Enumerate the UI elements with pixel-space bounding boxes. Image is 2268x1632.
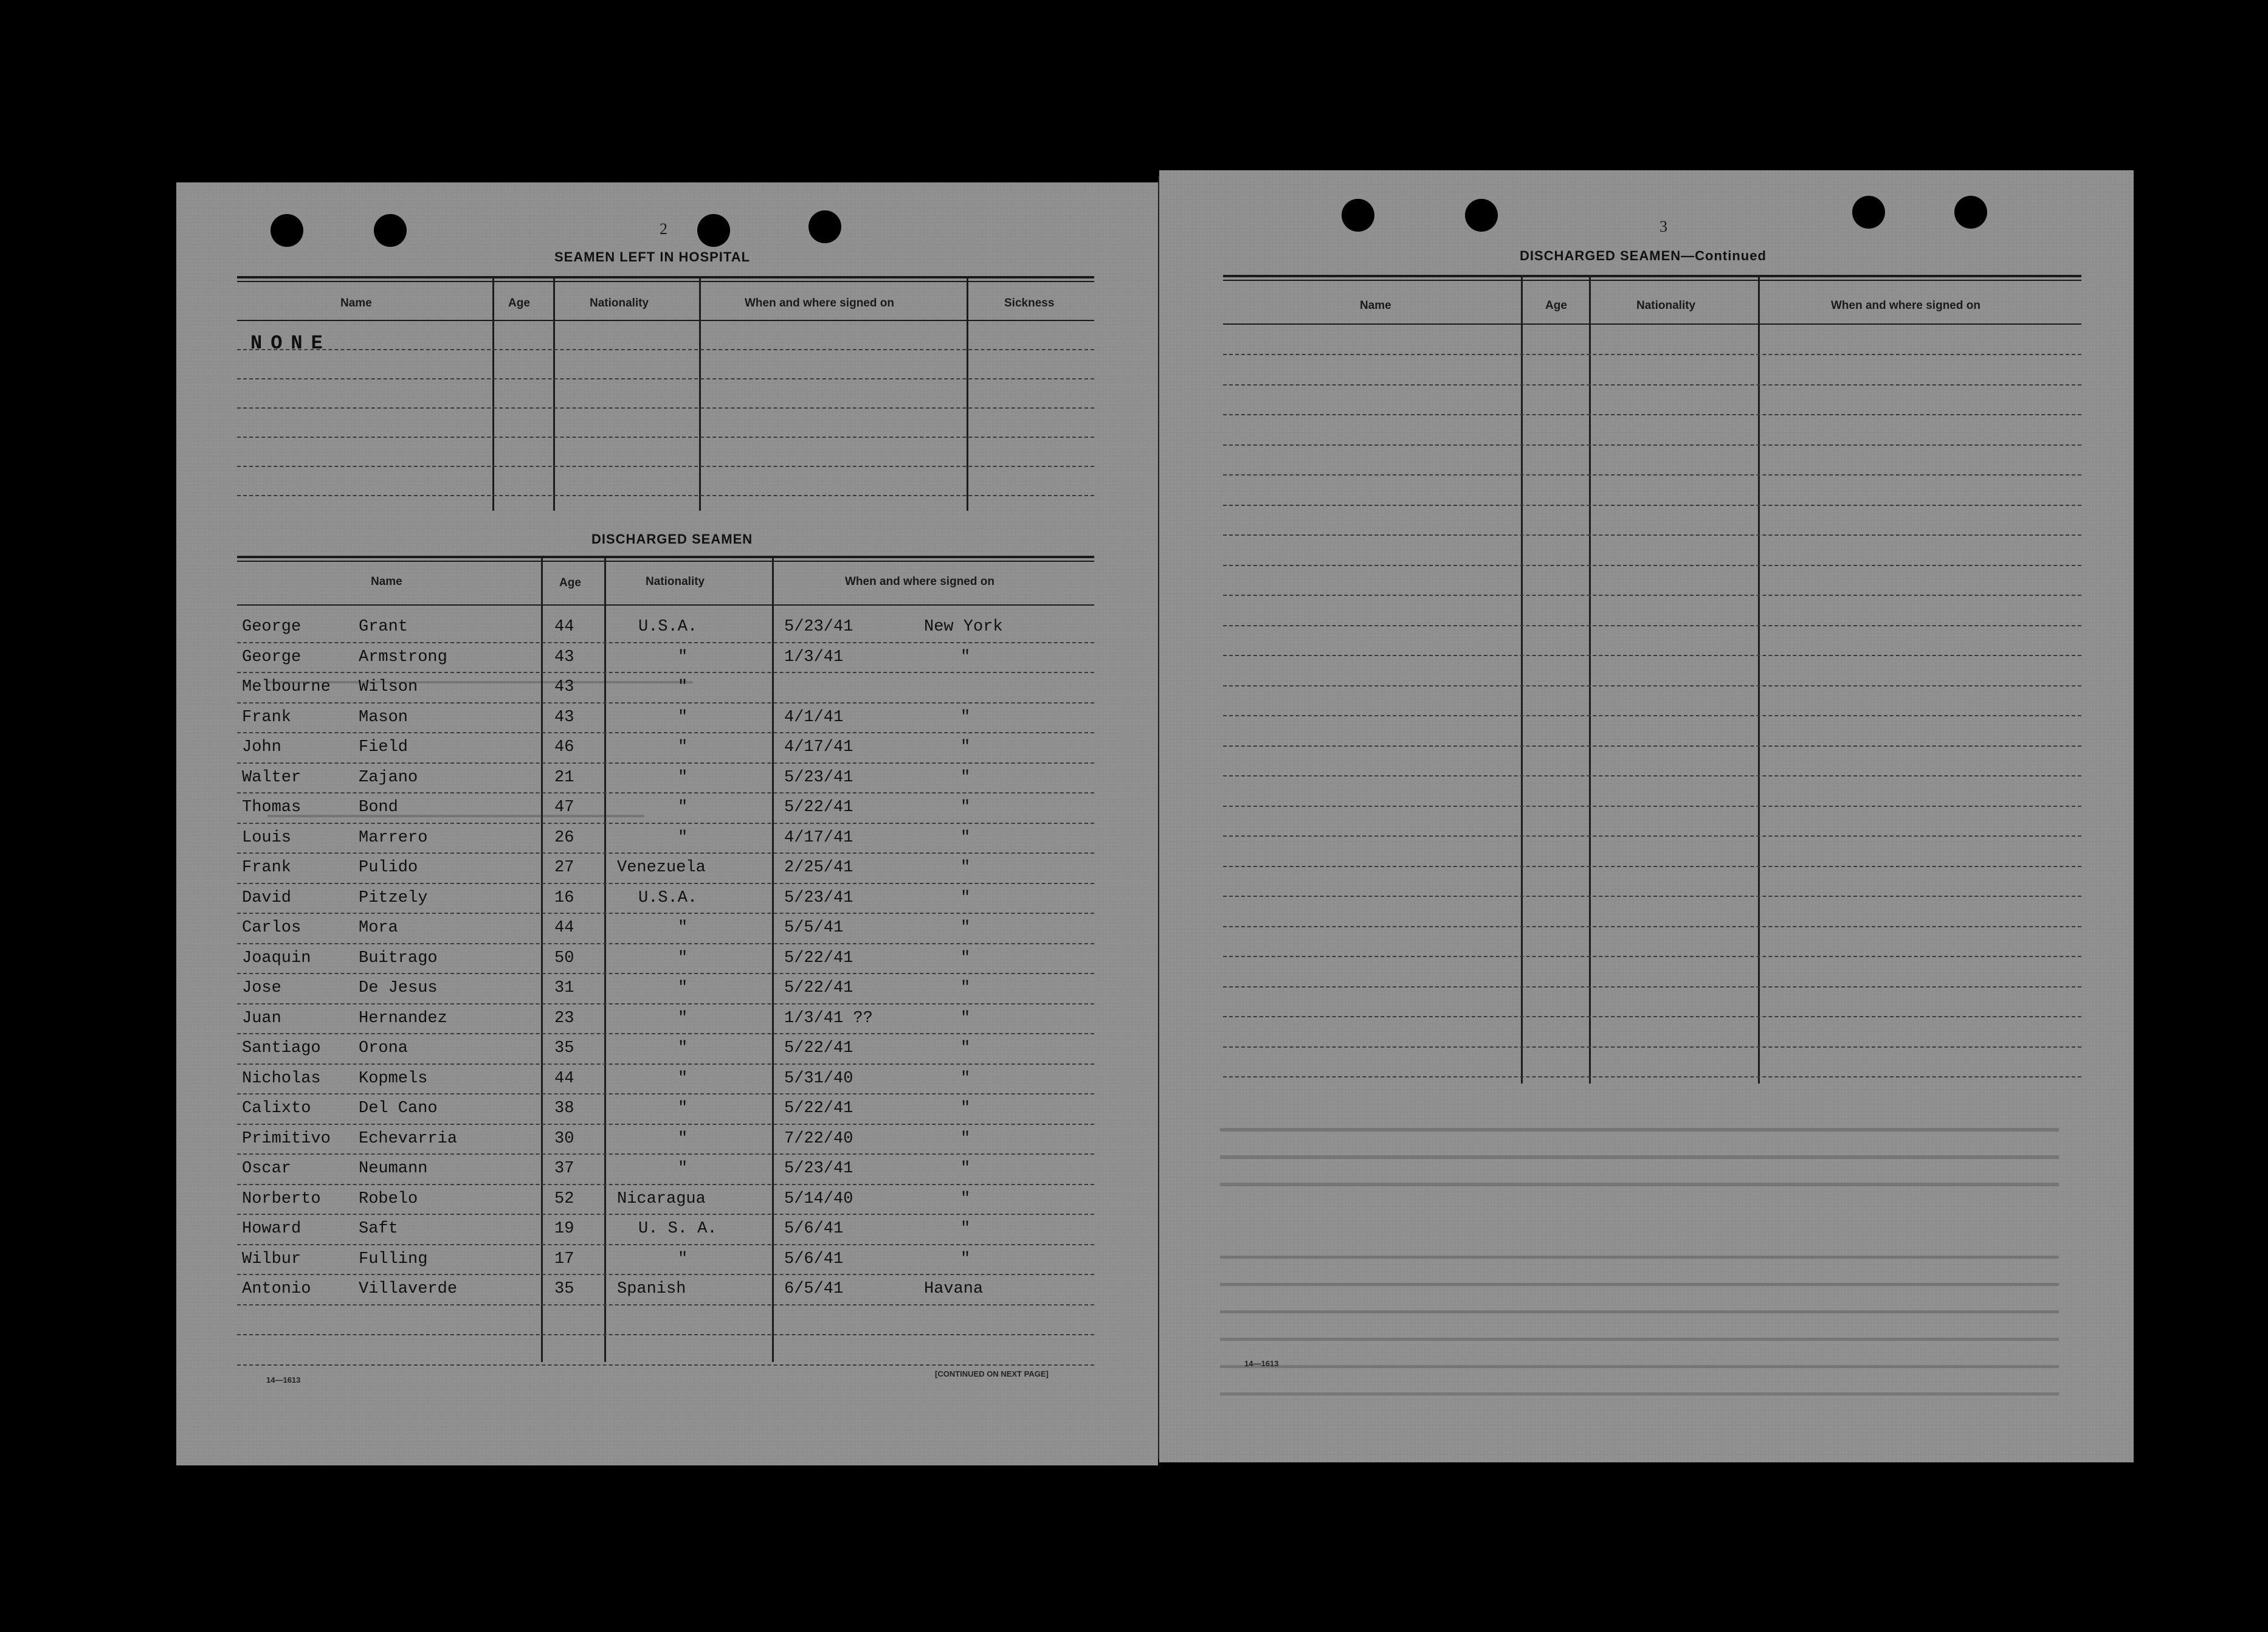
last-name-cell: Wilson [359, 678, 418, 696]
signed-date-cell: 5/22/41 [784, 1039, 853, 1057]
signed-place-cell: " [960, 1039, 971, 1057]
table-row [237, 1006, 1094, 1036]
age-cell: 44 [554, 1069, 574, 1088]
signed-date-cell: 5/23/41 [784, 888, 853, 907]
first-name-cell: Santiago [242, 1039, 321, 1057]
row-divider [1223, 444, 2081, 446]
table-row [237, 645, 1094, 675]
table-row [237, 1216, 1094, 1246]
row-divider [1223, 926, 2081, 927]
last-name-cell: Orona [359, 1039, 408, 1057]
row-divider [1223, 896, 2081, 897]
signed-place-cell: " [960, 949, 971, 967]
row-divider [1223, 655, 2081, 656]
signed-place-cell: " [960, 979, 971, 997]
nationality-cell: " [678, 798, 688, 817]
bleed-through-line [1220, 1283, 2059, 1286]
signed-date-cell: 5/23/41 [784, 768, 853, 787]
table-row [237, 1066, 1094, 1096]
nationality-cell: " [678, 1099, 688, 1118]
last-name-cell: Neumann [359, 1160, 428, 1178]
signed-place-cell: " [960, 919, 971, 937]
row-divider [1223, 835, 2081, 837]
age-cell: 31 [554, 979, 574, 997]
header-name: Name [371, 575, 402, 588]
signed-date-cell: 5/6/41 [784, 1250, 844, 1268]
last-name-cell: Pulido [359, 859, 418, 877]
signed-date-cell: 5/31/40 [784, 1069, 853, 1088]
right-page [1159, 170, 2134, 1462]
table-row [237, 1126, 1094, 1157]
table-row [237, 825, 1094, 856]
punch-hole [1852, 196, 1885, 229]
header-age: Age [508, 297, 530, 309]
age-cell: 44 [554, 618, 574, 636]
table-row [237, 614, 1094, 645]
row-divider [1223, 745, 2081, 747]
last-name-cell: Mason [359, 708, 408, 727]
signed-date-cell: 6/5/41 [784, 1280, 844, 1298]
table-row [237, 975, 1094, 1006]
first-name-cell: Oscar [242, 1160, 292, 1178]
row-divider [1223, 806, 2081, 807]
last-name-cell: Kopmels [359, 1069, 428, 1088]
last-name-cell: Mora [359, 919, 398, 937]
row-divider [237, 642, 1094, 643]
age-cell: 47 [554, 798, 574, 817]
age-cell: 52 [554, 1189, 574, 1208]
punch-hole [1342, 199, 1374, 232]
table-row [237, 855, 1094, 885]
age-cell: 26 [554, 828, 574, 847]
age-cell: 44 [554, 919, 574, 937]
last-name-cell: Fulling [359, 1250, 428, 1268]
table-row [237, 1036, 1094, 1066]
row-divider [1223, 595, 2081, 596]
signed-date-cell: 5/22/41 [784, 949, 853, 967]
header-nationality: Nationality [1636, 299, 1696, 312]
discharged-table [237, 556, 1094, 1362]
first-name-cell: Primitivo [242, 1129, 331, 1148]
table-row [237, 674, 1094, 705]
signed-place-cell: " [960, 1250, 971, 1268]
first-name-cell: Joaquin [242, 949, 311, 967]
row-divider [237, 1124, 1094, 1125]
last-name-cell: Saft [359, 1220, 398, 1238]
nationality-cell: " [678, 768, 688, 787]
table-row [237, 1156, 1094, 1186]
signed-date-cell: 2/25/41 [784, 859, 853, 877]
first-name-cell: Calixto [242, 1099, 311, 1118]
first-name-cell: Louis [242, 828, 292, 847]
bleed-through-line [1220, 1365, 2059, 1368]
age-cell: 35 [554, 1280, 574, 1298]
discharged-continued-table [1223, 275, 2081, 1084]
table-row [237, 1246, 1094, 1277]
last-name-cell: Robelo [359, 1189, 418, 1208]
signed-date-cell: 4/1/41 [784, 708, 844, 727]
last-name-cell: Zajano [359, 768, 418, 787]
nationality-cell: " [678, 949, 688, 967]
age-cell: 50 [554, 949, 574, 967]
last-name-cell: Buitrago [359, 949, 438, 967]
first-name-cell: George [242, 618, 302, 636]
row-divider [237, 1304, 1094, 1305]
nationality-cell: " [678, 828, 688, 847]
form-number: 14—1613 [266, 1375, 301, 1385]
signed-place-cell: " [960, 738, 971, 756]
row-divider [237, 792, 1094, 794]
signed-place-cell: " [960, 1189, 971, 1208]
last-name-cell: Villaverde [359, 1280, 458, 1298]
nationality-cell: " [678, 1039, 688, 1057]
table-row [237, 946, 1094, 976]
signed-place-cell: " [960, 798, 971, 817]
bleed-through-line [1220, 1155, 2059, 1159]
age-cell: 43 [554, 648, 574, 666]
form-number: 14—1613 [1244, 1359, 1279, 1368]
age-cell: 17 [554, 1250, 574, 1268]
row-divider [1223, 956, 2081, 957]
signed-date-cell: 5/5/41 [784, 919, 844, 937]
last-name-cell: Field [359, 738, 408, 756]
bleed-through-line [1220, 1310, 2059, 1313]
last-name-cell: Marrero [359, 828, 428, 847]
table-row [237, 915, 1094, 946]
first-name-cell: Thomas [242, 798, 302, 817]
row-divider [1223, 354, 2081, 355]
age-cell: 23 [554, 1009, 574, 1028]
row-divider [237, 1244, 1094, 1245]
table-row [237, 705, 1094, 735]
hospital-section-title: SEAMEN LEFT IN HOSPITAL [554, 249, 751, 265]
row-divider [1223, 534, 2081, 536]
header-signed: When and where signed on [1831, 299, 1980, 312]
discharged-continued-title: DISCHARGED SEAMEN—Continued [1520, 248, 1766, 263]
nationality-cell: U.S.A. [638, 888, 698, 907]
bleed-through-line [1220, 1392, 2059, 1395]
row-divider [237, 883, 1094, 884]
age-cell: 38 [554, 1099, 574, 1118]
nationality-cell: U.S.A. [638, 618, 698, 636]
signed-place-cell: New York [924, 618, 1003, 636]
nationality-cell: Spanish [617, 1280, 686, 1298]
last-name-cell: Grant [359, 618, 408, 636]
punch-hole [271, 214, 303, 247]
nationality-cell: Nicaragua [617, 1189, 706, 1208]
table-row [237, 795, 1094, 825]
row-divider [237, 1364, 1094, 1366]
row-divider [237, 913, 1094, 914]
row-divider [1223, 715, 2081, 716]
signed-place-cell: " [960, 888, 971, 907]
nationality-cell: Venezuela [617, 859, 706, 877]
header-name: Name [340, 297, 372, 309]
first-name-cell: David [242, 888, 292, 907]
hospital-table [237, 276, 1094, 511]
header-age: Age [559, 576, 581, 589]
nationality-cell: " [678, 738, 688, 756]
nationality-cell: " [678, 1250, 688, 1268]
row-divider [1223, 505, 2081, 506]
signed-date-cell: 5/6/41 [784, 1220, 844, 1238]
row-divider [1223, 685, 2081, 686]
nationality-cell: U. S. A. [638, 1220, 717, 1238]
row-divider [237, 1093, 1094, 1094]
age-cell: 21 [554, 768, 574, 787]
punch-hole [1954, 196, 1987, 229]
row-divider [237, 702, 1094, 704]
row-divider [1223, 986, 2081, 987]
first-name-cell: Jose [242, 979, 281, 997]
row-divider [237, 943, 1094, 944]
last-name-cell: Pitzely [359, 888, 428, 907]
last-name-cell: Armstrong [359, 648, 447, 666]
nationality-cell: " [678, 648, 688, 666]
bleed-through-line [1220, 1256, 2059, 1259]
first-name-cell: Walter [242, 768, 302, 787]
last-name-cell: Bond [359, 798, 398, 817]
row-divider [1223, 866, 2081, 867]
row-divider [237, 973, 1094, 974]
row-divider [237, 1063, 1094, 1065]
first-name-cell: Norberto [242, 1189, 321, 1208]
first-name-cell: Juan [242, 1009, 281, 1028]
first-name-cell: Melbourne [242, 678, 331, 696]
table-row [237, 1096, 1094, 1126]
row-divider [1223, 474, 2081, 475]
bleed-through-line [1220, 1183, 2059, 1186]
first-name-cell: John [242, 738, 281, 756]
signed-date-cell: 5/22/41 [784, 979, 853, 997]
age-cell: 16 [554, 888, 574, 907]
signed-place-cell: Havana [924, 1280, 984, 1298]
punch-hole [374, 214, 407, 247]
punch-hole [697, 214, 730, 247]
left-page [176, 182, 1158, 1465]
row-divider [237, 852, 1094, 854]
nationality-cell: " [678, 678, 688, 696]
signed-place-cell: " [960, 828, 971, 847]
row-divider [1223, 1046, 2081, 1048]
discharged-section-title: DISCHARGED SEAMEN [591, 531, 753, 547]
signed-place-cell: " [960, 859, 971, 877]
header-signed: When and where signed on [745, 297, 894, 309]
table-row [237, 1186, 1094, 1217]
signed-date-cell: 1/3/41 ?? [784, 1009, 873, 1028]
last-name-cell: Echevarria [359, 1129, 458, 1148]
age-cell: 43 [554, 708, 574, 727]
row-divider [1223, 414, 2081, 415]
row-divider [237, 1184, 1094, 1185]
row-divider [237, 732, 1094, 733]
age-cell: 37 [554, 1160, 574, 1178]
nationality-cell: " [678, 1160, 688, 1178]
row-divider [1223, 1016, 2081, 1017]
signed-place-cell: " [960, 1069, 971, 1088]
header-nationality: Nationality [646, 575, 705, 588]
table-row [237, 765, 1094, 795]
row-divider [1223, 1076, 2081, 1077]
header-name: Name [1360, 299, 1391, 312]
signed-place-cell: " [960, 1099, 971, 1118]
signed-date-cell: 5/23/41 [784, 1160, 853, 1178]
row-divider [1223, 775, 2081, 776]
table-row [237, 885, 1094, 916]
page-number: 3 [1660, 218, 1667, 235]
signed-place-cell: " [960, 1220, 971, 1238]
signed-place-cell: " [960, 1160, 971, 1178]
age-cell: 30 [554, 1129, 574, 1148]
age-cell: 43 [554, 678, 574, 696]
page-number: 2 [660, 220, 667, 238]
nationality-cell: " [678, 919, 688, 937]
signed-date-cell: 4/17/41 [784, 828, 853, 847]
row-divider [237, 1214, 1094, 1215]
bleed-through-line [1220, 1338, 2059, 1341]
signed-date-cell: 7/22/40 [784, 1129, 853, 1148]
first-name-cell: Antonio [242, 1280, 311, 1298]
first-name-cell: Wilbur [242, 1250, 302, 1268]
signed-place-cell: " [960, 768, 971, 787]
first-name-cell: George [242, 648, 302, 666]
row-divider [237, 823, 1094, 824]
bleed-through-line [1220, 1128, 2059, 1132]
nationality-cell: " [678, 1009, 688, 1028]
row-divider [1223, 565, 2081, 566]
first-name-cell: Carlos [242, 919, 302, 937]
age-cell: 35 [554, 1039, 574, 1057]
nationality-cell: " [678, 979, 688, 997]
row-divider [237, 1334, 1094, 1335]
signed-place-cell: " [960, 648, 971, 666]
last-name-cell: Del Cano [359, 1099, 438, 1118]
punch-hole [808, 210, 841, 243]
signed-date-cell: 5/22/41 [784, 1099, 853, 1118]
row-divider [1223, 384, 2081, 386]
signed-date-cell: 5/22/41 [784, 798, 853, 817]
row-divider [1223, 625, 2081, 626]
punch-hole [1465, 199, 1498, 232]
nationality-cell: " [678, 1129, 688, 1148]
header-signed: When and where signed on [845, 575, 994, 588]
hospital-none-entry: NONE [250, 332, 331, 354]
first-name-cell: Frank [242, 708, 292, 727]
continued-note: [CONTINUED ON NEXT PAGE] [935, 1369, 1049, 1378]
table-row [237, 735, 1094, 765]
nationality-cell: " [678, 1069, 688, 1088]
signed-date-cell: 1/3/41 [784, 648, 844, 666]
row-divider [237, 672, 1094, 673]
table-row [237, 1276, 1094, 1307]
signed-date-cell: 5/23/41 [784, 618, 853, 636]
signed-date-cell: 4/17/41 [784, 738, 853, 756]
signed-place-cell: " [960, 1129, 971, 1148]
first-name-cell: Howard [242, 1220, 302, 1238]
first-name-cell: Frank [242, 859, 292, 877]
row-divider [237, 1033, 1094, 1034]
age-cell: 46 [554, 738, 574, 756]
row-divider [237, 1153, 1094, 1155]
header-sickness: Sickness [1004, 297, 1055, 309]
age-cell: 19 [554, 1220, 574, 1238]
signed-place-cell: " [960, 708, 971, 727]
nationality-cell: " [678, 708, 688, 727]
signed-place-cell: " [960, 1009, 971, 1028]
row-divider [237, 762, 1094, 764]
first-name-cell: Nicholas [242, 1069, 321, 1088]
header-nationality: Nationality [590, 297, 649, 309]
last-name-cell: De Jesus [359, 979, 438, 997]
last-name-cell: Hernandez [359, 1009, 447, 1028]
row-divider [237, 1274, 1094, 1275]
age-cell: 27 [554, 859, 574, 877]
signed-date-cell: 5/14/40 [784, 1189, 853, 1208]
row-divider [237, 1003, 1094, 1004]
header-age: Age [1545, 299, 1567, 312]
